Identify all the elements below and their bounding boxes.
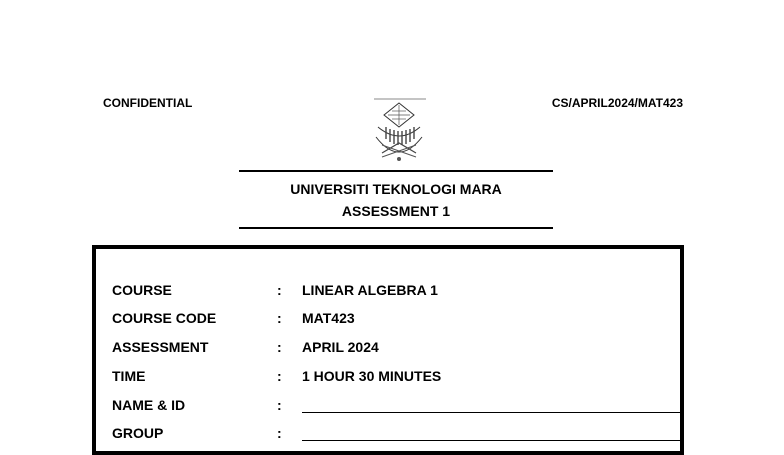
- course-code-value: MAT423: [302, 310, 355, 326]
- assessment-row: [96, 339, 680, 359]
- course-code-label: COURSE CODE: [112, 310, 217, 326]
- course-label: COURSE: [112, 282, 172, 298]
- name-id-row: [96, 397, 680, 417]
- title-top-rule: [239, 170, 553, 172]
- assessment-value: APRIL 2024: [302, 339, 379, 355]
- course-code-row: [96, 310, 680, 330]
- assessment-label: ASSESSMENT: [112, 339, 209, 355]
- course-value: LINEAR ALGEBRA 1: [302, 282, 438, 298]
- course-row: [96, 282, 680, 302]
- time-colon: :: [277, 368, 282, 384]
- university-crest-icon: [368, 97, 430, 165]
- assessment-colon: :: [277, 339, 282, 355]
- time-row: [96, 368, 680, 388]
- name-id-blank-line: [302, 412, 680, 413]
- group-row: [96, 425, 680, 445]
- group-colon: :: [277, 425, 282, 441]
- name-id-colon: :: [277, 397, 282, 413]
- document-code: CS/APRIL2024/MAT423: [551, 96, 683, 110]
- exam-info-box: [92, 245, 684, 455]
- time-label: TIME: [112, 368, 146, 384]
- time-value: 1 HOUR 30 MINUTES: [302, 368, 442, 384]
- university-name: UNIVERSITI TEKNOLOGI MARA: [290, 181, 502, 197]
- name-id-label: NAME & ID: [112, 397, 186, 413]
- course-code-colon: :: [277, 310, 282, 326]
- assessment-title: ASSESSMENT 1: [341, 203, 451, 219]
- title-bottom-rule: [239, 227, 553, 229]
- course-colon: :: [277, 282, 282, 298]
- confidential-label: CONFIDENTIAL: [103, 96, 193, 110]
- group-label: GROUP: [112, 425, 164, 441]
